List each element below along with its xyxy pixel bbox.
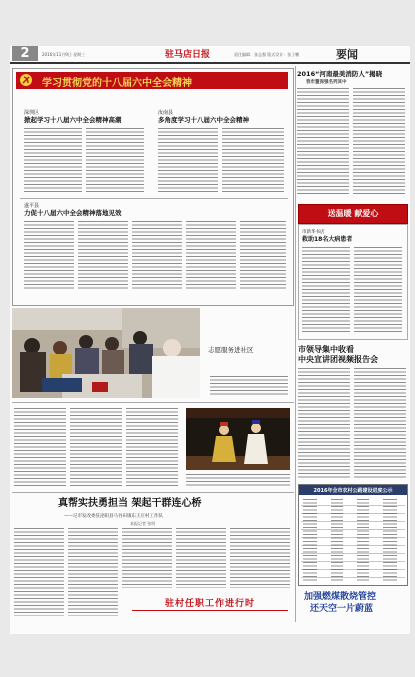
feature-subtitle: ——记市发改委驻泌阳县马谷田镇东王庄村工作队 <box>64 514 163 519</box>
divider-a1 <box>20 198 288 199</box>
masthead-rule <box>10 62 410 64</box>
right-article2-body <box>302 247 350 333</box>
right-article3-body-col2 <box>354 368 406 480</box>
right-article1-title: 2016“河南最美消防人”揭晓 <box>297 70 383 78</box>
bottom-banner-rule <box>132 610 288 611</box>
mid-body-col2 <box>70 408 122 488</box>
masthead-date: 2016年11月9日 星期三 <box>42 52 86 57</box>
table-cells-col1 <box>303 499 317 581</box>
mid-body-col3 <box>126 408 178 488</box>
topic-banner <box>16 72 288 89</box>
right-article3-title-line2: 中央宣讲团视频报告会 <box>298 355 378 364</box>
column-rule <box>295 66 296 622</box>
article3-body-col3 <box>132 221 182 291</box>
right-article1-body-col2 <box>353 88 405 194</box>
stage-photo <box>186 408 290 470</box>
feature-title: 真帮实扶勇担当 架起干群连心桥 <box>58 498 202 509</box>
donate-banner <box>298 204 408 224</box>
feature-body-col2 <box>68 528 118 616</box>
right-article2-kicker: 市新华书店 <box>302 230 325 235</box>
right-article1-body <box>297 88 349 194</box>
article2-body <box>158 128 218 194</box>
photo-caption: 志愿服务进社区 <box>208 346 254 354</box>
community-photo <box>12 308 200 398</box>
progress-table-box <box>298 484 408 586</box>
feature-body-col4 <box>176 528 226 588</box>
stage-caption <box>186 474 290 486</box>
article3-body-col2 <box>78 221 128 291</box>
article1-title: 掀起学习十八届六中全会精神高潮 <box>24 116 122 124</box>
feature-body-col1 <box>14 528 64 616</box>
right-article2-title: 救助18名大病患者 <box>302 236 353 243</box>
progress-table-grid <box>301 497 405 583</box>
right-article2-body-col2 <box>354 247 402 333</box>
donate-banner-text: 送温暖 献爱心 <box>327 209 379 218</box>
divider-mid <box>12 402 294 403</box>
newspaper-page <box>10 46 410 634</box>
right-article3-title-line1: 市领导集中收看 <box>298 345 354 354</box>
mid-body-col1 <box>14 408 66 488</box>
bottom-banner-text: 驻村任职工作进行时 <box>164 599 255 609</box>
bottom-banner <box>132 594 288 612</box>
article3-body <box>24 221 74 291</box>
page-number-box <box>12 46 38 61</box>
stage-photo-scene <box>186 408 290 470</box>
masthead-center-title: 驻马店日报 <box>165 50 211 60</box>
article1-body <box>24 128 82 194</box>
article2-title: 多角度学习十八届六中全会精神 <box>158 116 249 124</box>
article3-body-col4 <box>186 221 236 291</box>
topic-banner-text: 学习贯彻党的十八届六中全会精神 <box>42 78 192 89</box>
progress-table-title: 2016年全市农村公路建设进度公示 <box>313 488 393 494</box>
right-bottom-title-line2: 还天空一片蔚蓝 <box>310 604 374 614</box>
right-article3-body <box>298 368 350 480</box>
feature-body-col3 <box>122 528 172 588</box>
article2-kicker: 汝南县 <box>158 110 174 116</box>
masthead-editor: 责任编辑：张志强 版式设计：张子鹏 <box>234 52 300 57</box>
right-article1-subtitle: 我市董保强名列其中 <box>306 80 347 85</box>
article2-body-col2 <box>222 128 284 194</box>
divider-feature <box>12 492 294 493</box>
photo-caption-body <box>210 376 288 396</box>
article1-kicker: 深圳区 <box>24 110 40 116</box>
page-number: 2 <box>20 46 30 61</box>
progress-table-title-bar <box>299 485 407 495</box>
feature-body-col5 <box>230 528 290 588</box>
right-bottom-title-line1: 加强燃煤散烧管控 <box>304 592 377 602</box>
table-cells-col2 <box>331 499 343 581</box>
masthead-section: 要闻 <box>336 48 358 61</box>
table-cells-col4 <box>383 499 397 581</box>
article3-kicker: 遂平县 <box>24 203 40 209</box>
table-cells-col3 <box>357 499 369 581</box>
community-photo-scene <box>12 308 200 398</box>
article3-title: 力促十八届六中全会精神落地见效 <box>24 209 122 217</box>
party-emblem-icon <box>19 73 33 87</box>
article3-body-col5 <box>240 221 286 291</box>
article1-body-col2 <box>86 128 144 194</box>
feature-byline: 本报记者 张明 <box>130 521 156 526</box>
